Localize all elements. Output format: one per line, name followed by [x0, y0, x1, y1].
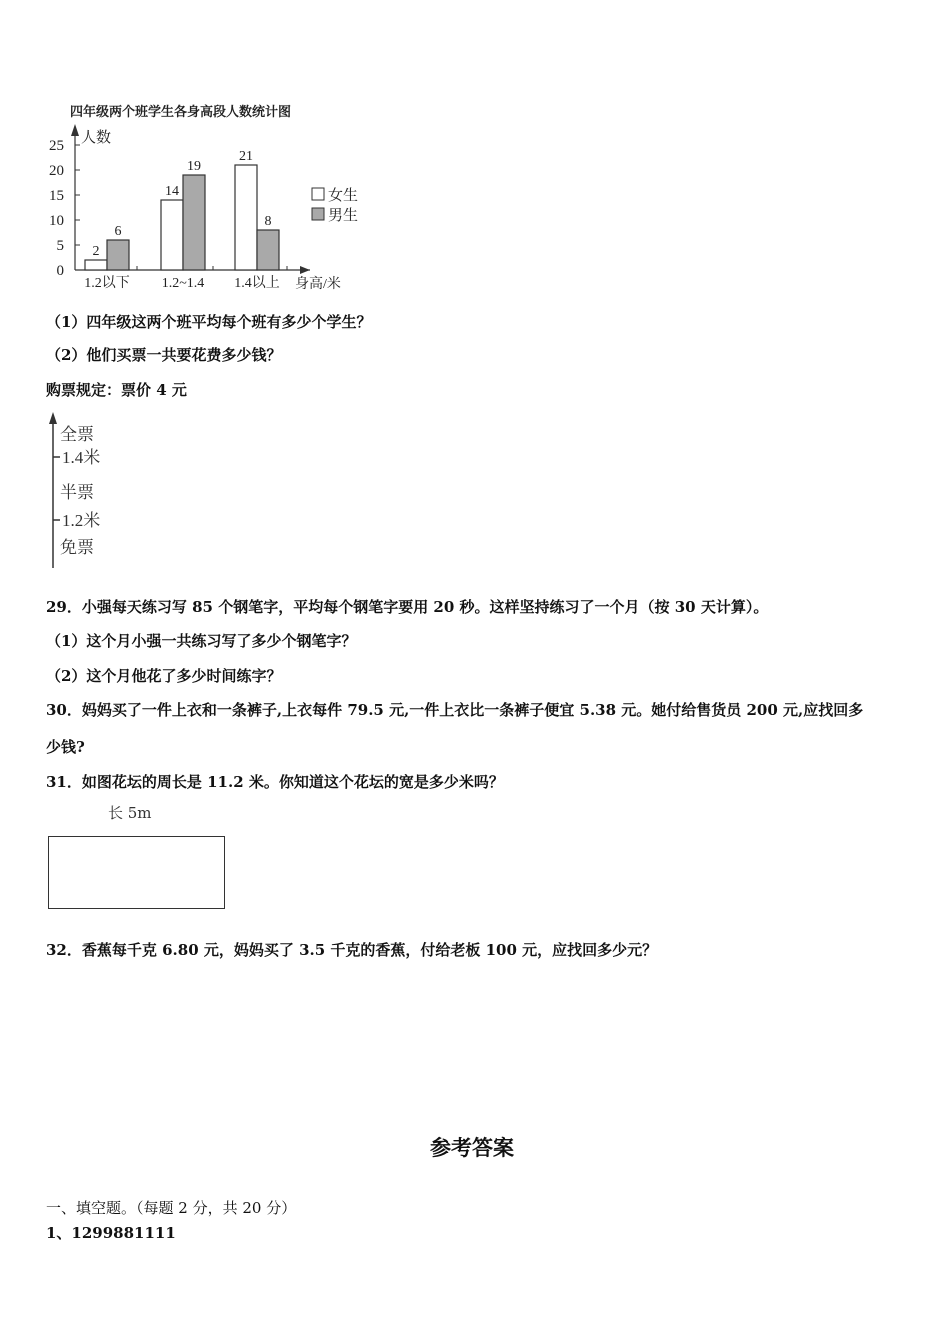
bar-data-label: 6: [114, 224, 122, 239]
x-axis-arrow: [300, 266, 310, 274]
y-tick-label: 25: [49, 138, 64, 154]
bar-boys: [107, 240, 129, 270]
x-axis-label: 身高/米: [295, 277, 341, 292]
bar-data-label: 21: [239, 149, 253, 164]
x-tick-label: 1.2以下: [84, 276, 130, 291]
bar-data-label: 8: [264, 214, 272, 229]
bar-boys: [183, 175, 205, 270]
ticket-height-1: 1.4米: [62, 448, 101, 467]
flower-bed-rectangle: [48, 836, 225, 909]
legend-label: 女生: [328, 188, 359, 204]
bar-girls: [161, 200, 183, 270]
question-30-line2: 少钱?: [46, 738, 85, 756]
ticket-height-diagram: [40, 410, 160, 575]
legend-swatch-boys: [312, 208, 324, 220]
y-tick-label: 15: [49, 188, 64, 204]
answers-section-1: 一、填空题。（每题 2 分，共 20 分）: [46, 1199, 297, 1217]
y-tick-label: 5: [56, 238, 64, 254]
question-28-part2: （2）他们买票一共要花费多少钱？: [46, 346, 282, 364]
x-tick-label: 1.4以上: [234, 276, 280, 291]
legend-swatch-girls: [312, 188, 324, 200]
ticket-axis-arrow: [49, 412, 57, 424]
ticket-half-label: 半票: [60, 483, 94, 502]
y-axis-label: 人数: [81, 130, 112, 146]
y-axis-arrow: [71, 124, 79, 136]
question-32: 32．香蕉每千克 6.80 元，妈妈买了 3.5 千克的香蕉，付给老板 100 元，应找回多少元？: [46, 941, 658, 959]
bar-data-label: 2: [92, 244, 100, 259]
question-29: 29．小强每天练习写 85 个钢笔字，平均每个钢笔字要用 20 秒。这样坚持练习了一个月（按 30 天计算）。: [46, 598, 769, 616]
answers-heading: 参考答案: [430, 1135, 514, 1160]
ticket-height-2: 1.2米: [62, 511, 101, 530]
x-tick-label: 1.2~1.4: [161, 276, 205, 291]
bar-data-label: 14: [165, 184, 179, 199]
chart-title: 四年级两个班学生各身高段人数统计图: [70, 105, 292, 120]
y-tick-label: 0: [56, 263, 64, 279]
y-tick-label: 10: [49, 213, 64, 229]
ticket-full-label: 全票: [60, 425, 94, 444]
y-tick-label: 20: [49, 163, 64, 179]
legend-label: 男生: [328, 208, 359, 224]
question-31: 31．如图花坛的周长是 11.2 米。你知道这个花坛的宽是多少米吗？: [46, 773, 504, 791]
ticket-rule: 购票规定：票价 4 元: [46, 381, 187, 399]
rectangle-length-label: 长 5m: [108, 804, 152, 822]
question-30-line1: 30．妈妈买了一件上衣和一条裤子,上衣每件 79.5 元,一件上衣比一条裤子便宜 5.38 元。她付给售货员 200 元,应找回多: [46, 701, 864, 719]
question-29-part2: （2）这个月他花了多少时间练字？: [46, 667, 282, 685]
ticket-free-label: 免票: [60, 538, 94, 557]
question-28-part1: （1）四年级这两个班平均每个班有多少个学生？: [46, 313, 372, 331]
answer-1: 1、1299881111: [46, 1224, 176, 1242]
bar-data-label: 19: [187, 159, 201, 174]
question-29-part1: （1）这个月小强一共练习写了多少个钢笔字？: [46, 632, 357, 650]
bar-chart: [40, 120, 370, 295]
bar-girls: [85, 260, 107, 270]
bar-boys: [257, 230, 279, 270]
bar-girls: [235, 165, 257, 270]
